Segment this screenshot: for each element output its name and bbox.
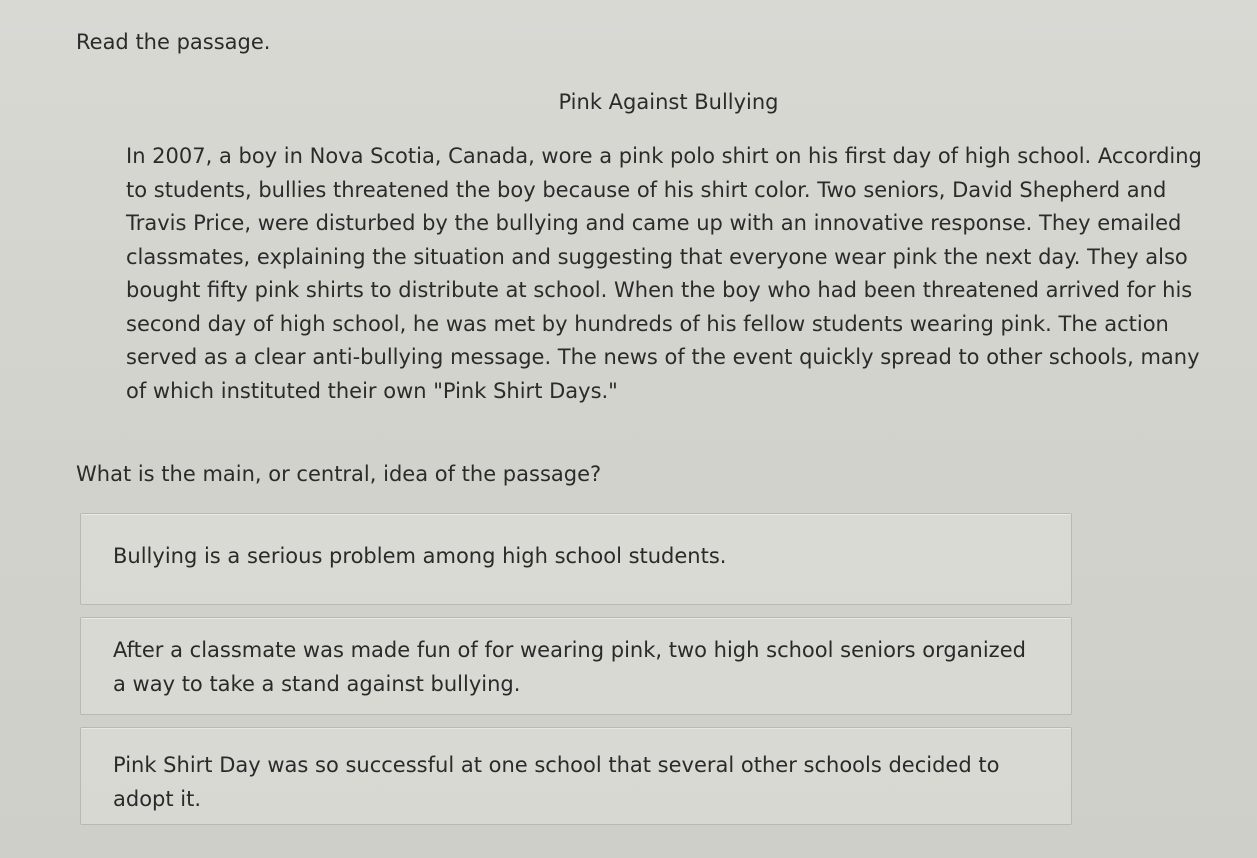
- answer-options: [80, 513, 1075, 825]
- answer-option-1[interactable]: [80, 513, 1072, 605]
- answer-option-label: Bullying is a serious problem among high school students.: [113, 544, 727, 568]
- instruction-text: Read the passage.: [76, 30, 271, 54]
- passage-title: Pink Against Bullying: [558, 90, 779, 114]
- passage-body: [126, 140, 1206, 408]
- passage-paragraph: In 2007, a boy in Nova Scotia, Canada, wore a pink polo shirt on his first day of high school. According to students, bullies threatened the boy because of his shirt color. Two seniors, David Shepherd and Travis Price, were disturbed by the bullying and came up with an innovative response. They emailed classmates, explaining the situation and suggesting that everyone wear pink the next day. They also bought fifty pink shirts to distribute at school. When the boy who had been threatened arrived for his second day of high school, he was met by hundreds of his fellow students wearing pink. The action served as a clear anti-bullying message. The news of the event quickly spread to other schools, many of which instituted their own "Pink Shirt Days.": [126, 144, 1202, 403]
- answer-option-2[interactable]: [80, 617, 1072, 715]
- answer-option-3[interactable]: [80, 727, 1072, 825]
- answer-option-label: Pink Shirt Day was so successful at one school that several other schools decided to adopt it.: [113, 753, 1000, 811]
- question-prompt: What is the main, or central, idea of the passage?: [76, 462, 602, 486]
- answer-option-label: After a classmate was made fun of for wearing pink, two high school seniors organized a way to take a stand against bullying.: [113, 638, 1026, 696]
